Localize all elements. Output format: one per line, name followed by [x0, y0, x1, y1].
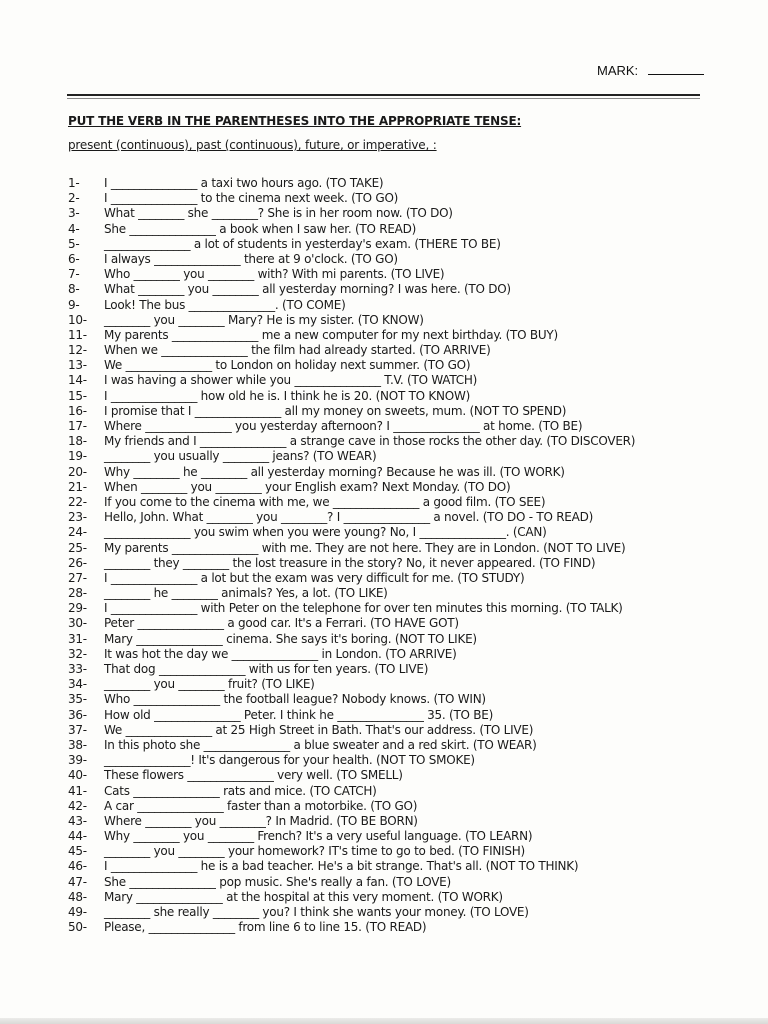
- mark-label: MARK:: [597, 63, 639, 78]
- exercise-item: [68, 480, 708, 495]
- exercise-number: 45-: [68, 844, 87, 859]
- exercise-sentence: I was having a shower while you _______________ T.V. (TO WATCH): [104, 373, 478, 388]
- exercise-number: 21-: [68, 479, 87, 494]
- exercise-sentence: ________ they ________ the lost treasure in the story? No, it never appeared. (TO FIND): [104, 555, 596, 570]
- exercise-sentence: Please, _______________ from line 6 to line 15. (TO READ): [104, 920, 427, 935]
- exercise-sentence: ________ you ________ fruit? (TO LIKE): [104, 677, 315, 692]
- exercise-sentence: She _______________ pop music. She's really a fan. (TO LOVE): [104, 874, 451, 889]
- exercise-number: 47-: [68, 874, 87, 889]
- exercise-item: [68, 222, 708, 237]
- exercise-item: [68, 465, 708, 480]
- exercise-item: [68, 920, 708, 935]
- exercise-sentence: Who ________ you ________ with? With mi parents. (TO LIVE): [104, 267, 445, 282]
- exercise-item: [68, 282, 708, 297]
- exercise-item: [68, 677, 708, 692]
- exercise-number: 32-: [68, 646, 87, 661]
- exercise-number: 36-: [68, 707, 87, 722]
- exercise-number: 41-: [68, 783, 87, 798]
- exercise-item: [68, 191, 708, 206]
- exercise-sentence: These flowers _______________ very well. (TO SMELL): [104, 768, 403, 783]
- exercise-sentence: I _______________ he is a bad teacher. He's a bit strange. That's all. (NOT TO THINK): [104, 859, 579, 874]
- exercise-item: [68, 404, 708, 419]
- exercise-item: [68, 829, 708, 844]
- exercise-sentence: Peter _______________ a good car. It's a Ferrari. (TO HAVE GOT): [104, 616, 459, 631]
- exercise-item: [68, 343, 708, 358]
- header-rule: [67, 94, 700, 96]
- exercise-sentence: My friends and I _______________ a strange cave in those rocks the other day. (TO DISCOVER): [104, 434, 636, 449]
- exercise-item: [68, 419, 708, 434]
- exercise-sentence: What ________ you ________ all yesterday morning? I was here. (TO DO): [104, 282, 511, 297]
- exercise-number: 1-: [68, 176, 80, 190]
- exercise-number: 11-: [68, 327, 87, 342]
- exercise-sentence: That dog _______________ with us for ten years. (TO LIVE): [104, 662, 429, 676]
- exercise-sentence: Who _______________ the football league? Nobody knows. (TO WIN): [104, 692, 486, 707]
- exercise-item: [68, 373, 708, 388]
- exercise-number: 31-: [68, 631, 87, 646]
- exercise-number: 18-: [68, 434, 87, 449]
- exercise-number: 30-: [68, 616, 87, 631]
- exercise-number: 13-: [68, 358, 87, 373]
- exercise-item: [68, 844, 708, 859]
- exercise-number: 40-: [68, 768, 87, 783]
- exercise-number: 3-: [68, 206, 80, 221]
- exercise-item: [68, 510, 708, 525]
- exercise-number: 42-: [68, 798, 87, 813]
- exercise-sentence: ________ he ________ animals? Yes, a lot. (TO LIKE): [104, 586, 388, 601]
- exercise-number: 15-: [68, 388, 87, 403]
- exercise-item: [68, 358, 708, 373]
- exercise-number: 33-: [68, 662, 87, 676]
- exercise-number: 19-: [68, 449, 87, 464]
- exercise-sentence: ________ you ________ Mary? He is my sister. (TO KNOW): [104, 312, 424, 327]
- exercise-item: [68, 738, 708, 753]
- exercise-item: [68, 237, 708, 252]
- exercise-item: [68, 586, 708, 601]
- exercise-sentence: Why ________ you ________ French? It's a very useful language. (TO LEARN): [104, 829, 533, 844]
- header-rule-thin: [67, 98, 700, 99]
- exercise-item: [68, 859, 708, 874]
- exercise-number: 12-: [68, 343, 87, 358]
- exercise-item: [68, 525, 708, 540]
- exercise-number: 46-: [68, 859, 87, 874]
- exercise-sentence: We _______________ to London on holiday next summer. (TO GO): [104, 358, 471, 373]
- exercise-sentence: I _______________ a lot but the exam was very difficult for me. (TO STUDY): [104, 570, 525, 585]
- exercise-sentence: Hello, John. What ________ you ________? I _______________ a novel. (TO DO - TO READ): [104, 510, 594, 525]
- exercise-item: [68, 434, 708, 449]
- exercise-item: [68, 176, 708, 191]
- exercise-sentence: I always _______________ there at 9 o'clock. (TO GO): [104, 251, 398, 266]
- exercise-item: [68, 890, 708, 905]
- exercise-sentence: ________ you ________ your homework? IT's time to go to bed. (TO FINISH): [104, 844, 525, 859]
- exercise-number: 37-: [68, 722, 87, 737]
- exercise-number: 44-: [68, 829, 87, 844]
- exercise-number: 9-: [68, 297, 80, 312]
- exercise-sentence: What ________ she ________? She is in her room now. (TO DO): [104, 206, 453, 221]
- exercise-item: [68, 799, 708, 814]
- exercise-number: 25-: [68, 540, 87, 555]
- exercise-sentence: If you come to the cinema with me, we _______________ a good film. (TO SEE): [104, 494, 546, 509]
- exercise-item: [68, 556, 708, 571]
- exercise-number: 35-: [68, 692, 87, 707]
- exercise-number: 22-: [68, 494, 87, 509]
- exercise-number: 38-: [68, 737, 87, 752]
- exercise-number: 2-: [68, 191, 80, 206]
- exercise-item: [68, 753, 708, 768]
- exercise-item: [68, 495, 708, 510]
- exercise-item: [68, 541, 708, 556]
- exercise-number: 28-: [68, 586, 87, 601]
- exercise-sentence: My parents _______________ me a new computer for my next birthday. (TO BUY): [104, 327, 558, 342]
- exercise-sentence: _______________! It's dangerous for your health. (NOT TO SMOKE): [104, 753, 475, 768]
- exercise-item: [68, 814, 708, 829]
- exercise-sentence: When ________ you ________ your English exam? Next Monday. (TO DO): [104, 479, 511, 494]
- exercise-number: 5-: [68, 236, 80, 251]
- exercise-item: [68, 328, 708, 343]
- exercise-item: [68, 692, 708, 707]
- exercise-number: 23-: [68, 510, 87, 525]
- exercise-item: [68, 252, 708, 267]
- exercise-item: [68, 298, 708, 313]
- exercise-sentence: We _______________ at 25 High Street in Bath. That's our address. (TO LIVE): [104, 722, 534, 737]
- exercise-sentence: Mary _______________ cinema. She says it's boring. (NOT TO LIKE): [104, 631, 477, 646]
- exercise-sentence: When we _______________ the film had already started. (TO ARRIVE): [104, 343, 491, 358]
- exercise-number: 6-: [68, 251, 80, 266]
- exercise-item: [68, 313, 708, 328]
- exercise-item: [68, 768, 708, 783]
- exercise-number: 48-: [68, 889, 87, 904]
- exercise-sentence: I promise that I _______________ all my money on sweets, mum. (NOT TO SPEND): [104, 403, 567, 418]
- exercise-number: 8-: [68, 282, 80, 297]
- exercise-item: [68, 875, 708, 890]
- exercise-item: [68, 647, 708, 662]
- exercise-sentence: _______________ a lot of students in yesterday's exam. (THERE TO BE): [104, 236, 501, 251]
- exercise-item: [68, 601, 708, 616]
- exercise-number: 43-: [68, 813, 87, 828]
- exercise-sentence: Where _______________ you yesterday afternoon? I _______________ at home. (TO BE): [104, 419, 583, 433]
- exercise-number: 14-: [68, 373, 87, 388]
- mark-field: [597, 62, 704, 78]
- exercise-number: 20-: [68, 464, 87, 479]
- exercise-item: [68, 206, 708, 221]
- exercise-sentence: ________ you usually ________ jeans? (TO WEAR): [104, 449, 377, 464]
- exercise-item: [68, 723, 708, 738]
- exercise-item: [68, 784, 708, 799]
- exercise-item: [68, 449, 708, 464]
- exercise-sentence: Why ________ he ________ all yesterday morning? Because he was ill. (TO WORK): [104, 464, 565, 479]
- page-edge: [0, 1018, 768, 1024]
- exercise-number: 10-: [68, 312, 87, 327]
- exercise-item: [68, 662, 708, 677]
- exercise-list: [68, 176, 708, 935]
- exercise-sentence: _______________ you swim when you were young? No, I _______________. (CAN): [104, 525, 547, 540]
- exercise-item: [68, 616, 708, 631]
- mark-blank: [648, 62, 704, 75]
- exercise-item: [68, 708, 708, 723]
- exercise-sentence: It was hot the day we _______________ in London. (TO ARRIVE): [104, 646, 457, 661]
- exercise-sentence: She _______________ a book when I saw her. (TO READ): [104, 221, 417, 236]
- exercise-number: 39-: [68, 753, 87, 768]
- exercise-item: [68, 632, 708, 647]
- exercise-number: 34-: [68, 677, 87, 692]
- exercise-sentence: I _______________ to the cinema next week. (TO GO): [104, 191, 399, 206]
- exercise-sentence: Mary _______________ at the hospital at this very moment. (TO WORK): [104, 889, 503, 904]
- exercise-number: 7-: [68, 267, 80, 282]
- exercise-item: [68, 571, 708, 586]
- exercise-sentence: Look! The bus _______________. (TO COME): [104, 297, 346, 312]
- exercise-sentence: My parents _______________ with me. They are not here. They are in London. (NOT TO LIVE): [104, 540, 626, 555]
- exercise-sentence: I _______________ a taxi two hours ago. (TO TAKE): [104, 176, 384, 190]
- exercise-sentence: How old _______________ Peter. I think he _______________ 35. (TO BE): [104, 707, 494, 722]
- exercise-item: [68, 905, 708, 920]
- worksheet-subtitle: present (continuous), past (continuous), future, or imperative, :: [68, 138, 437, 152]
- exercise-number: 24-: [68, 525, 87, 540]
- exercise-sentence: Cats _______________ rats and mice. (TO CATCH): [104, 783, 377, 798]
- exercise-number: 26-: [68, 555, 87, 570]
- exercise-number: 4-: [68, 221, 80, 236]
- exercise-sentence: I _______________ with Peter on the telephone for over ten minutes this morning. (TO TALK): [104, 601, 623, 616]
- exercise-sentence: I _______________ how old he is. I think he is 20. (NOT TO KNOW): [104, 388, 471, 403]
- exercise-item: [68, 389, 708, 404]
- exercise-sentence: In this photo she _______________ a blue sweater and a red skirt. (TO WEAR): [104, 737, 537, 752]
- exercise-number: 27-: [68, 570, 87, 585]
- exercise-sentence: Where ________ you ________? In Madrid. (TO BE BORN): [104, 813, 418, 828]
- exercise-sentence: ________ she really ________ you? I think she wants your money. (TO LOVE): [104, 905, 529, 919]
- exercise-sentence: A car _______________ faster than a motorbike. (TO GO): [104, 798, 418, 813]
- exercise-number: 16-: [68, 403, 87, 418]
- exercise-number: 29-: [68, 601, 87, 616]
- exercise-number: 17-: [68, 419, 87, 433]
- exercise-number: 50-: [68, 920, 87, 935]
- exercise-item: [68, 267, 708, 282]
- worksheet-title: PUT THE VERB IN THE PARENTHESES INTO THE APPROPRIATE TENSE:: [68, 114, 522, 128]
- exercise-number: 49-: [68, 905, 87, 919]
